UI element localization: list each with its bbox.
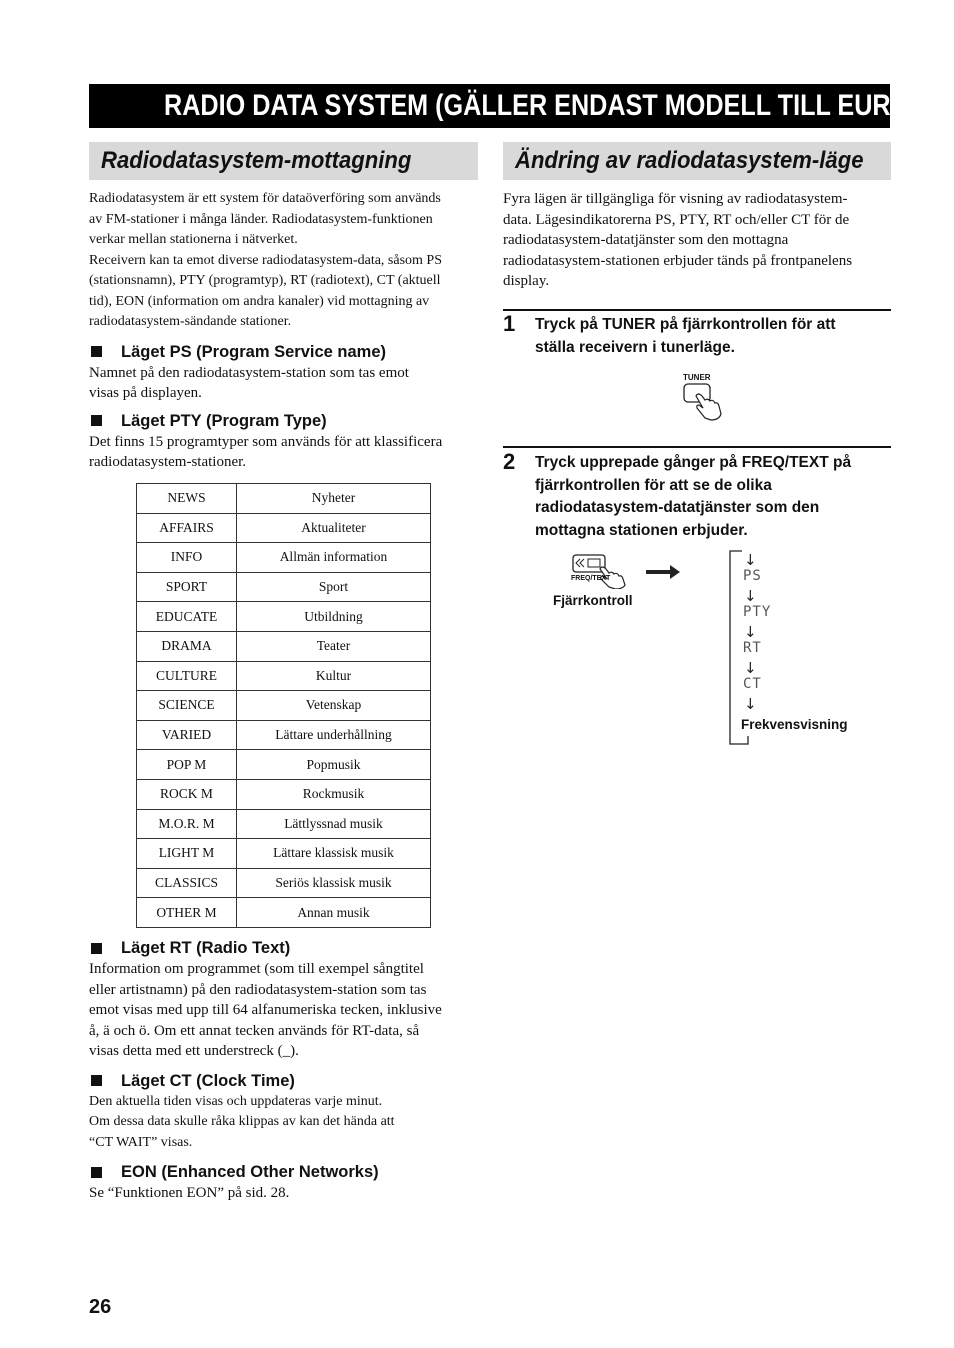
step1-line: Tryck på TUNER på fjärrkontrollen för att bbox=[535, 316, 836, 333]
left-column bbox=[89, 189, 481, 473]
right-intro bbox=[503, 189, 895, 292]
rintro-line: radiodatasystem-datatjänster som den mottagna bbox=[503, 232, 789, 248]
bullet-square-icon bbox=[91, 943, 102, 954]
mode-ps: PS bbox=[743, 568, 762, 584]
step-2-rule bbox=[503, 446, 891, 448]
eon-text: Se “Funktionen EON” på sid. 28. bbox=[89, 1185, 290, 1201]
table-row bbox=[137, 572, 431, 602]
table-row bbox=[137, 809, 431, 839]
pty-description-cell: Aktualiteter bbox=[237, 513, 431, 543]
table-row bbox=[137, 543, 431, 573]
tuner-button-press-icon bbox=[682, 382, 732, 422]
pty-description-cell: Utbildning bbox=[237, 602, 431, 632]
pty-text bbox=[89, 432, 481, 473]
pty-description-cell: Seriös klassisk musik bbox=[237, 868, 431, 898]
pty-code-cell: INFO bbox=[137, 543, 237, 573]
pty-description-cell: Lättlyssnad musik bbox=[237, 809, 431, 839]
down-arrow-icon: ↓ bbox=[744, 587, 757, 605]
table-row bbox=[137, 631, 431, 661]
table-row bbox=[137, 691, 431, 721]
down-arrow-icon: ↓ bbox=[744, 551, 757, 569]
cttext-line: “CT WAIT” visas. bbox=[89, 1134, 193, 1150]
pty-description-cell: Lättare underhållning bbox=[237, 720, 431, 750]
pty-description-cell: Rockmusik bbox=[237, 779, 431, 809]
rttext-line: å, ä och ö. Om ett annat tecken används för RT-data, så bbox=[89, 1022, 420, 1039]
ct-heading: Läget CT (Clock Time) bbox=[89, 1070, 481, 1092]
intro-paragraph-1 bbox=[89, 189, 481, 251]
table-row bbox=[137, 839, 431, 869]
freq-text-button-label: FREQ/TEXT bbox=[571, 575, 611, 582]
step-1-number: 1 bbox=[503, 311, 516, 336]
pty-description-cell: Nyheter bbox=[237, 484, 431, 514]
table-row bbox=[137, 720, 431, 750]
pty-description-cell: Annan musik bbox=[237, 898, 431, 928]
pty-description-cell: Teater bbox=[237, 631, 431, 661]
cttext-line: Om dessa data skulle råka klippas av kan det hända att bbox=[89, 1114, 395, 1129]
ps-heading: Läget PS (Program Service name) bbox=[89, 341, 481, 363]
pty-code-cell: ROCK M bbox=[137, 779, 237, 809]
step-1-text bbox=[535, 314, 836, 359]
mode-pty: PTY bbox=[743, 604, 772, 620]
left-section-heading: Radiodatasystem-mottagning bbox=[89, 142, 478, 180]
intro1-line: Radiodatasystem är ett system för dataöverföring som används bbox=[89, 191, 441, 206]
ps-text bbox=[89, 363, 481, 404]
arrow-right-icon bbox=[646, 565, 682, 579]
pty-code-cell: EDUCATE bbox=[137, 602, 237, 632]
pty-code-cell: LIGHT M bbox=[137, 839, 237, 869]
pty-code-cell: SCIENCE bbox=[137, 691, 237, 721]
freq-text-button-press-icon bbox=[570, 553, 634, 589]
intro1-line: verkar mellan stationerna i nätverket. bbox=[89, 232, 298, 247]
step-1-rule bbox=[503, 309, 891, 311]
intro2-line: tid), EON (information om andra kanaler) vid mottagning av bbox=[89, 293, 430, 309]
pstext-line: Namnet på den radiodatasystem-station som tas emot bbox=[89, 364, 409, 381]
rttext-line: visas detta med ett understreck (_). bbox=[89, 1043, 299, 1059]
pty-code-cell: CLASSICS bbox=[137, 868, 237, 898]
table-row bbox=[137, 484, 431, 514]
rintro-line: Fyra lägen är tillgängliga för visning av radiodatasystem- bbox=[503, 191, 848, 207]
ct-text bbox=[89, 1092, 481, 1154]
ptytext-line: Det finns 15 programtyper som används för att klassificera bbox=[89, 433, 443, 450]
right-section-heading: Ändring av radiodatasystem-läge bbox=[503, 142, 891, 180]
step2-line: mottagna stationen erbjuder. bbox=[535, 521, 748, 539]
intro2-line: (stationsnamn), PTY (programtyp), RT (radiotext), CT (aktuell bbox=[89, 273, 441, 288]
table-row bbox=[137, 661, 431, 691]
bullet-square-icon bbox=[91, 346, 102, 357]
table-row bbox=[137, 898, 431, 928]
rintro-line: data. Lägesindikatorerna PS, PTY, RT och/eller CT för de bbox=[503, 211, 850, 228]
mode-ct: CT bbox=[743, 676, 762, 692]
down-arrow-icon: ↓ bbox=[744, 695, 757, 713]
rt-text bbox=[89, 959, 481, 1062]
table-row bbox=[137, 602, 431, 632]
intro2-line: Receivern kan ta emot diverse radiodatasystem-data, såsom PS bbox=[89, 252, 443, 268]
pty-description-cell: Allmän information bbox=[237, 543, 431, 573]
intro1-line: av FM-stationer i många länder. Radiodatasystem-funktionen bbox=[89, 211, 433, 227]
intro2-line: radiodatasystem-sändande stationer. bbox=[89, 314, 292, 329]
pstext-line: visas på displayen. bbox=[89, 385, 202, 401]
step2-line: Tryck upprepade gånger på FREQ/TEXT på bbox=[535, 454, 852, 471]
intro-paragraph-2 bbox=[89, 251, 481, 333]
mode-rt: RT bbox=[743, 640, 762, 656]
pty-code-cell: M.O.R. M bbox=[137, 809, 237, 839]
frequency-display-label: Frekvensvisning bbox=[741, 717, 848, 732]
pty-code-cell: DRAMA bbox=[137, 631, 237, 661]
tuner-button-label: TUNER bbox=[683, 373, 711, 382]
page-number: 26 bbox=[89, 1296, 112, 1318]
pty-code-cell: VARIED bbox=[137, 720, 237, 750]
step2-line: fjärrkontrollen för att se de olika bbox=[535, 476, 772, 494]
down-arrow-icon: ↓ bbox=[744, 623, 757, 641]
pty-code-cell: AFFAIRS bbox=[137, 513, 237, 543]
down-arrow-icon: ↓ bbox=[744, 659, 757, 677]
step1-line: ställa receivern i tunerläge. bbox=[535, 338, 735, 356]
pty-description-cell: Lättare klassisk musik bbox=[237, 839, 431, 869]
step2-line: radiodatasystem-datatjänster som den bbox=[535, 499, 820, 516]
ptytext-line: radiodatasystem-stationer. bbox=[89, 454, 247, 470]
pty-description-cell: Popmusik bbox=[237, 750, 431, 780]
left-column-lower bbox=[89, 937, 481, 1204]
eon-heading: EON (Enhanced Other Networks) bbox=[89, 1161, 481, 1183]
pty-code-cell: NEWS bbox=[137, 484, 237, 514]
pty-code-cell: POP M bbox=[137, 750, 237, 780]
pty-heading: Läget PTY (Program Type) bbox=[89, 410, 481, 432]
pty-code-cell: SPORT bbox=[137, 572, 237, 602]
table-row bbox=[137, 868, 431, 898]
cttext-line: Den aktuella tiden visas och uppdateras varje minut. bbox=[89, 1093, 383, 1109]
step-2-number: 2 bbox=[503, 449, 516, 474]
pty-description-cell: Vetenskap bbox=[237, 691, 431, 721]
bullet-square-icon bbox=[91, 1167, 102, 1178]
pty-description-cell: Kultur bbox=[237, 661, 431, 691]
rt-heading: Läget RT (Radio Text) bbox=[89, 937, 481, 959]
remote-label: Fjärrkontroll bbox=[553, 593, 633, 608]
rintro-line: display. bbox=[503, 273, 550, 289]
pty-code-cell: CULTURE bbox=[137, 661, 237, 691]
bullet-square-icon bbox=[91, 415, 102, 426]
pty-table bbox=[136, 483, 431, 928]
table-row bbox=[137, 779, 431, 809]
rttext-line: eller artistnamn) på den radiodatasystem-station som tas bbox=[89, 981, 427, 998]
bullet-square-icon bbox=[91, 1075, 102, 1086]
step-2-text bbox=[535, 452, 851, 542]
table-row bbox=[137, 750, 431, 780]
rintro-line: radiodatasystem-stationen erbjuder tänds på frontpanelens bbox=[503, 252, 853, 269]
pty-description-cell: Sport bbox=[237, 572, 431, 602]
page-banner: RADIO DATA SYSTEM (GÄLLER ENDAST MODELL TILL EUROPA) bbox=[89, 84, 890, 128]
pty-code-cell: OTHER M bbox=[137, 898, 237, 928]
rttext-line: Information om programmet (som till exempel sångtitel bbox=[89, 961, 424, 977]
table-row bbox=[137, 513, 431, 543]
rttext-line: emot visas med upp till 64 alfanumeriska tecken, inklusive bbox=[89, 1002, 442, 1018]
